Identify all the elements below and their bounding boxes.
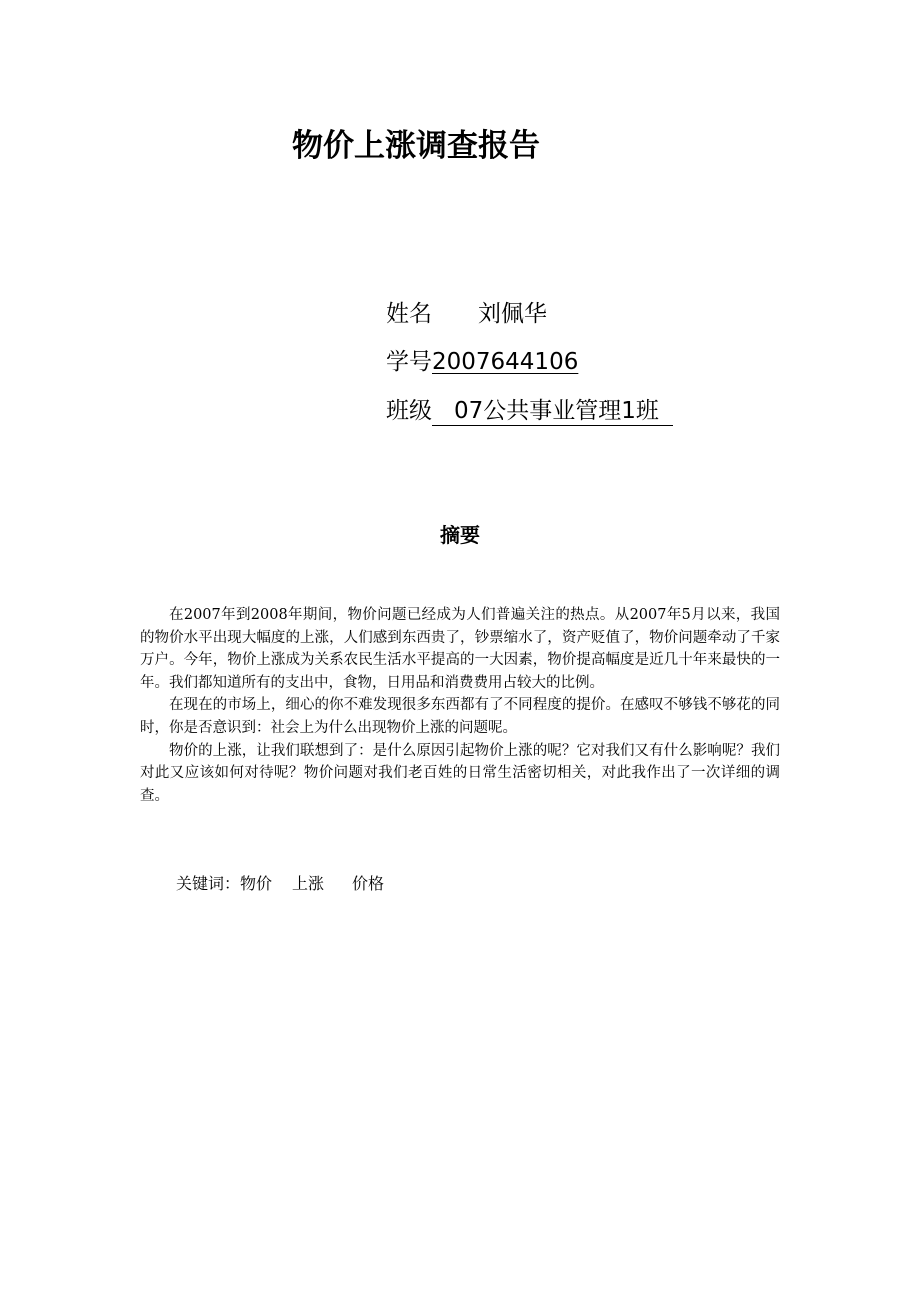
keywords-line — [176, 872, 384, 896]
name-value: 刘佩华 — [478, 301, 547, 327]
student-id-line — [386, 346, 578, 378]
abstract-body — [140, 604, 780, 807]
abstract-paragraph: 在2007年到2008年期间，物价问题已经成为人们普遍关注的热点。从2007年5月以来，我国的物价水平出现大幅度的上涨，人们感到东西贵了，钞票缩水了，资产贬值了，物价问题牵动了千家万户。今年，物价上涨成为关系农民生活水平提高的一大因素，物价提高幅度是近几十年来最快的一年。我们都知道所有的支出中，食物，日用品和消费费用占较大的比例。 — [140, 607, 780, 691]
student-id-value: 2007644106 — [432, 349, 579, 375]
keyword-item: 上涨 — [292, 874, 325, 893]
name-line — [386, 298, 547, 330]
abstract-paragraph: 在现在的市场上，细心的你不难发现很多东西都有了不同程度的提价。在感叹不够钱不够花的同时，你是否意识到：社会上为什么出现物价上涨的问题呢。 — [140, 697, 780, 736]
keywords-label: 关键词： — [176, 874, 241, 893]
keyword-item: 物价 — [240, 874, 273, 893]
keyword-item: 价格 — [352, 874, 385, 893]
class-line — [386, 395, 673, 427]
abstract-paragraph: 物价的上涨，让我们联想到了：是什么原因引起物价上涨的呢？它对我们又有什么影响呢？我们对此又应该如何对待呢？物价问题对我们老百姓的日常生活密切相关，对此我作出了一次详细的调查。 — [140, 742, 780, 804]
document-title: 物价上涨调查报告 — [292, 128, 540, 164]
student-id-label: 学号 — [386, 349, 432, 375]
name-label: 姓名 — [386, 301, 432, 327]
abstract-heading: 摘要 — [440, 523, 480, 547]
class-value: 07公共事业管理1班 — [432, 397, 673, 426]
class-label: 班级 — [386, 398, 432, 424]
